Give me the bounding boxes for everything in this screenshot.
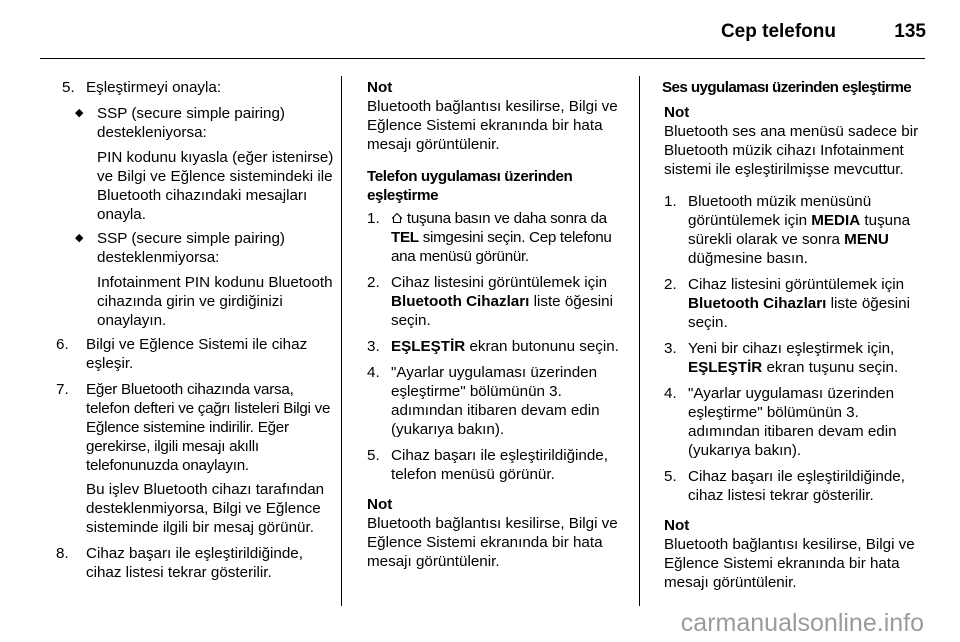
step-2: [664, 275, 930, 332]
note-title: Not: [664, 104, 690, 121]
step-1: [367, 209, 631, 266]
column-2: [367, 78, 631, 584]
step-3: [664, 339, 930, 377]
bullet-item-ssp-unsupported: [62, 229, 337, 267]
step-2: [367, 273, 631, 330]
note-body: Bluetooth ses ana menüsü sadece bir Bluetooth müzik cihazı Infotainment sistemi ile eşleştirilmişse mevcuttur.: [664, 123, 919, 178]
step-text: Cihaz listesini görüntülemek için Bluetooth Cihazları liste öğesini seçin.: [688, 276, 910, 331]
item-number: 8.: [56, 545, 69, 562]
note-body: Bluetooth bağlantısı kesilirse, Bilgi ve Eğlence Sistemi ekranında bir hata mesajı görüntülenir.: [367, 98, 618, 153]
step-number: 1.: [367, 210, 380, 227]
step-number: 4.: [664, 385, 677, 402]
step-3: [367, 337, 631, 356]
step-text: Cihaz başarı ile eşleştirildiğinde, telefon menüsü görünür.: [391, 447, 608, 483]
note-body: Bluetooth bağlantısı kesilirse, Bilgi ve Eğlence Sistemi ekranında bir hata mesajı görüntülenir.: [664, 536, 915, 591]
step-number: 4.: [367, 364, 380, 381]
step-text: Bluetooth müzik menüsünü görüntülemek için MEDIA tuşuna sürekli olarak ve sonra MENU düğmesine basın.: [688, 193, 911, 267]
list-item-6: [56, 335, 337, 373]
section-title: Telefon uygulaması üzerinden eşleştirme: [367, 168, 573, 204]
step-text: Cihaz başarı ile eşleştirildiğinde, cihaz listesi tekrar gösterilir.: [688, 468, 905, 504]
step-number: 5.: [664, 468, 677, 485]
step-number: 5.: [367, 447, 380, 464]
step-number: 3.: [367, 338, 380, 355]
note-title: Not: [664, 517, 690, 534]
item-number: 7.: [56, 381, 69, 398]
step-4: [367, 363, 631, 439]
step-number: 2.: [664, 276, 677, 293]
list-item-7: [56, 380, 337, 537]
list-item-5: [62, 78, 337, 97]
bullet-item-ssp-supported: [62, 104, 337, 142]
step-text: EŞLEŞTİR ekran butonunu seçin.: [391, 338, 619, 355]
column-divider-right: [639, 76, 640, 606]
column-divider-left: [341, 76, 342, 606]
column-1: [56, 78, 337, 589]
bullet-subtext: Infotainment PIN kodunu Bluetooth cihazında girin ve girdiğinizi onaylayın.: [97, 274, 333, 329]
step-4: [664, 384, 930, 460]
step-text: Cihaz listesini görüntülemek için Bluetooth Cihazları liste öğesini seçin.: [391, 274, 613, 329]
list-item-8: [56, 544, 337, 582]
step-number: 2.: [367, 274, 380, 291]
home-icon: [391, 209, 403, 228]
note-body: Bluetooth bağlantısı kesilirse, Bilgi ve Eğlence Sistemi ekranında bir hata mesajı görüntülenir.: [367, 515, 618, 570]
header-title: Cep telefonu: [720, 21, 836, 42]
diamond-bullet-icon: ◆: [75, 107, 84, 119]
item-number: 5.: [62, 79, 75, 96]
bullet-text: SSP (secure simple pairing) desteklenmiyorsa:: [97, 230, 285, 266]
page-number: 135: [894, 21, 926, 42]
item-text: Bilgi ve Eğlence Sistemi ile cihaz eşleşir.: [86, 336, 308, 372]
column-3: [664, 78, 930, 605]
item-number: 6.: [56, 336, 69, 353]
item-text: Eğer Bluetooth cihazında varsa, telefon defteri ve çağrı listeleri Bilgi ve Eğlence sistemine indirilir. Eğer gerekirse, ilgili mesajı akıllı telefonunuzda onaylayın.: [86, 381, 331, 474]
note-title: Not: [367, 496, 393, 513]
item-text: Cihaz başarı ile eşleştirildiğinde, cihaz listesi tekrar gösterilir.: [86, 545, 303, 581]
step-5: [367, 446, 631, 484]
step-5: [664, 467, 930, 505]
step-text: tuşuna basın ve daha sonra da TEL simgesini seçin. Cep telefonu ana menüsü görünür.: [391, 210, 612, 265]
step-text: "Ayarlar uygulaması üzerinden eşleştirme" bölümünün 3. adımından itibaren devam edin (yukarıya bakın).: [688, 385, 897, 459]
step-text: Yeni bir cihazı eşleştirmek için, EŞLEŞTİR ekran tuşunu seçin.: [688, 340, 899, 376]
header-divider: [40, 58, 925, 59]
diamond-bullet-icon: ◆: [75, 232, 84, 244]
bullet-subtext: PIN kodunu kıyasla (eğer istenirse) ve Bilgi ve Eğlence sistemindeki ile Bluetooth cihazındaki mesajları onayla.: [97, 149, 334, 223]
watermark: carmanualsonline.info: [680, 609, 924, 637]
item-continuation: Bu işlev Bluetooth cihazı tarafından desteklenmiyorsa, Bilgi ve Eğlence sisteminde ilgili bir mesaj görünür.: [86, 481, 325, 536]
note-title: Not: [367, 79, 393, 96]
step-text: "Ayarlar uygulaması üzerinden eşleştirme" bölümünün 3. adımından itibaren devam edin (yukarıya bakın).: [391, 364, 600, 438]
section-title: Ses uygulaması üzerinden eşleştirme: [662, 79, 912, 96]
step-number: 3.: [664, 340, 677, 357]
step-number: 1.: [664, 193, 677, 210]
bullet-text: SSP (secure simple pairing) destekleniyorsa:: [97, 105, 285, 141]
step-1: [664, 192, 930, 268]
item-text: Eşleştirmeyi onayla:: [86, 79, 222, 96]
